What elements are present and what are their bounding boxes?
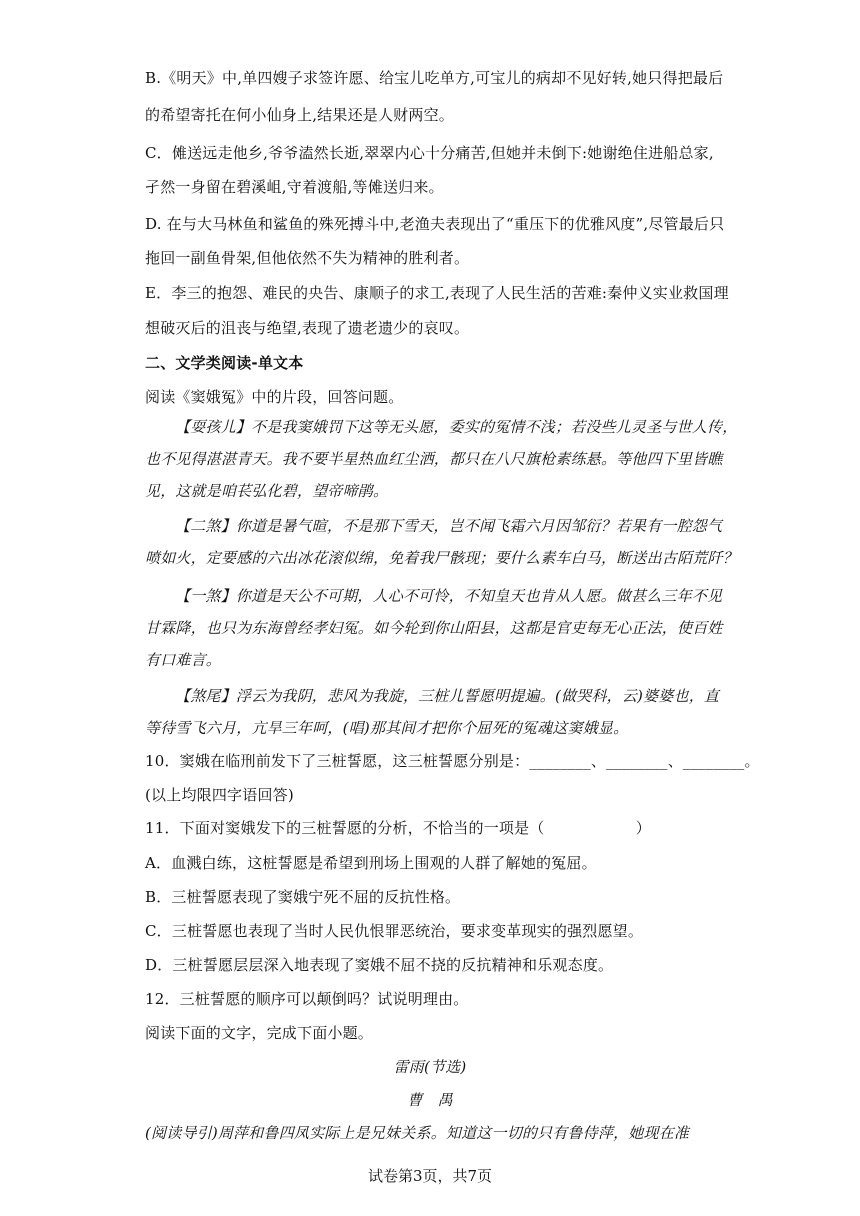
page-footer: 试卷第3页，共7页 [367,1167,493,1185]
option-c-line-2: 孑然一身留在碧溪岨,守着渡船,等傩送归来。 [145,178,444,196]
question-12: 12．三桩誓愿的顺序可以颠倒吗？试说明理由。 [145,990,469,1008]
passage-author: 曹 禺 [407,1091,453,1109]
question-10: 10．窦娥在临刑前发下了三桩誓愿，这三桩誓愿分别是：________、________、________。 [145,752,760,770]
reading-instruction: 阅读《窦娥冤》中的片段，回答问题。 [145,388,404,406]
passage-line: 见，这就是咱苌弘化碧，望帝啼鹃。 [145,482,389,500]
option-b-line-1: B.《明天》中,单四嫂子求签许愿、给宝儿吃单方,可宝儿的病却不见好转,她只得把最后 [145,69,724,87]
question-11-option-a: A．血溅白练，这桩誓愿是希望到刑场上围观的人群了解她的冤屈。 [145,854,597,872]
reading-guide: (阅读导引)周萍和鲁四凤实际上是兄妹关系。知道这一切的只有鲁侍萍，她现在准 [145,1124,690,1142]
question-11-option-c: C．三桩誓愿也表现了当时人民仇恨罪恶统治，要求变革现实的强烈愿望。 [145,922,644,940]
passage-line: 等待雪飞六月，亢旱三年呵，(唱)那其间才把你个屈死的冤魂这窦娥显。 [145,719,629,737]
question-11: 11．下面对窦娥发下的三桩誓愿的分析，不恰当的一项是（ ） [145,819,651,837]
reading-instruction-2: 阅读下面的文字，完成下面小题。 [145,1024,374,1042]
question-11-option-b: B．三桩誓愿表现了窦娥宁死不屈的反抗性格。 [145,888,461,906]
passage-line: 【一煞】你道是天公不可期，人心不可怜，不知皇天也肯从人愿。做甚么三年不见 [175,587,723,605]
question-11-option-d: D．三桩誓愿层层深入地表现了窦娥不屈不挠的反抗精神和乐观态度。 [145,956,614,974]
passage-line: 也不见得湛湛青天。我不要半星热血红尘洒，都只在八尺旗枪素练悬。等他四下里皆瞧 [145,450,723,468]
question-10-note: (以上均限四字语回答) [145,786,294,804]
passage-line: 甘霖降，也只为东海曾经孝妇冤。如今轮到你山阳县，这都是官吏每无心正法，使百姓 [145,619,723,637]
section-heading: 二、文学类阅读-单文本 [145,354,304,372]
passage-line: 喷如火，定要感的六出冰花滚似绵，免着我尸骸现；要什么素车白马，断送出古陌荒阡？ [145,549,738,567]
passage-line: 有口难言。 [145,651,222,669]
passage-line: 【耍孩儿】不是我窦娥罚下这等无头愿，委实的冤情不浅；若没些儿灵圣与世人传， [175,418,738,436]
option-d-line-1: D. 在与大马林鱼和鲨鱼的殊死搏斗中,老渔夫表现出了“重压下的优雅风度”,尽管最后只 [145,215,725,233]
option-c-line-1: C．傩送远走他乡,爷爷溘然长逝,翠翠内心十分痛苦,但她并未倒下:她谢绝住进船总家, [145,144,714,162]
option-e-line-1: E．李三的抱怨、难民的央告、康顺子的求工,表现了人民生活的苦难:秦仲义实业救国理 [145,284,729,302]
option-e-line-2: 想破灭后的沮丧与绝望,表现了遗老遗少的哀叹。 [145,319,470,337]
passage-title: 雷雨(节选) [393,1058,467,1076]
option-b-line-2: 的希望寄托在何小仙身上,结果还是人财两空。 [145,106,454,124]
passage-line: 【二煞】你道是暑气暄，不是那下雪天，岂不闻飞霜六月因邹衍？若果有一腔怨气 [175,517,723,535]
option-d-line-2: 拖回一副鱼骨架,但他依然不失为精神的胜利者。 [145,249,470,267]
passage-line: 【煞尾】浮云为我阴，悲风为我旋，三桩儿誓愿明提遍。(做哭科，云)婆婆也，直 [175,687,720,705]
